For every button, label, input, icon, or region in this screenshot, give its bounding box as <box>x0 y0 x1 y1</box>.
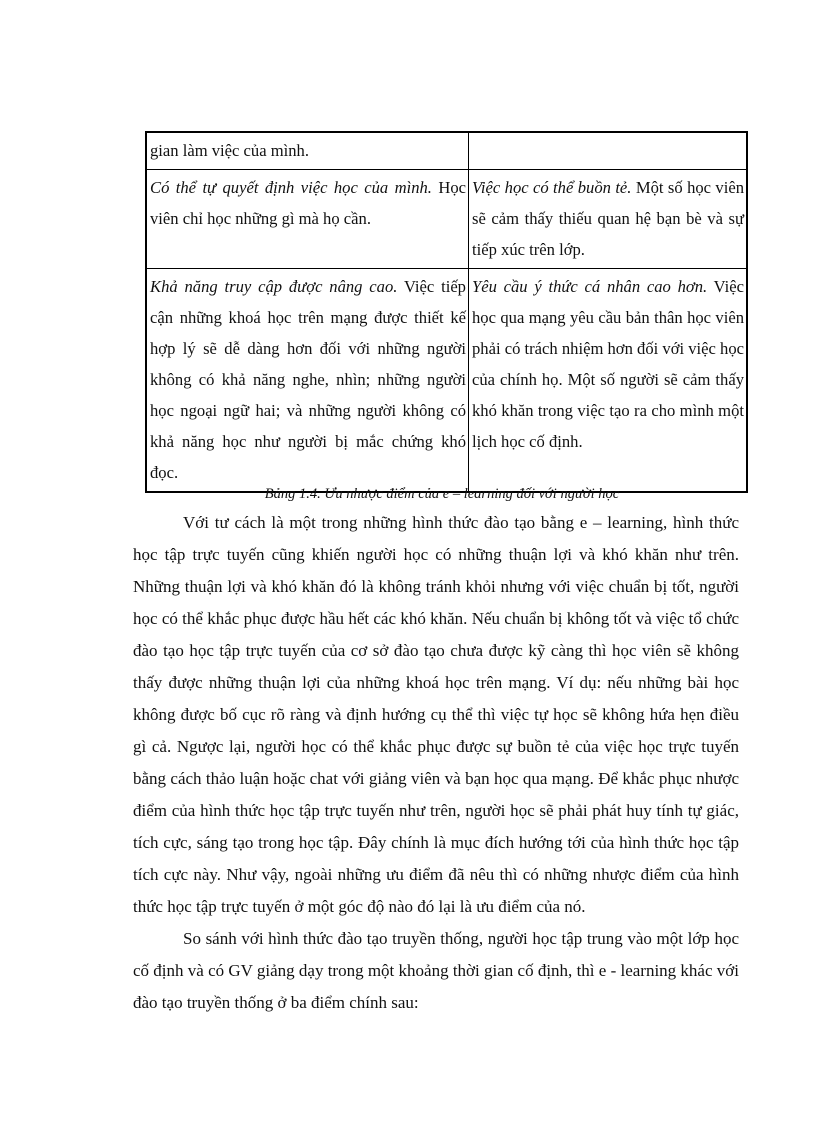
table-cell-disadvantage <box>469 132 748 170</box>
cell-text: gian làm việc của mình. <box>150 141 309 160</box>
table-cell-advantage <box>146 132 469 170</box>
cell-heading: Việc học có thể buồn tẻ. <box>472 178 632 197</box>
cell-text: Một số học viên sẽ cảm thấy thiếu quan hệ bạn bè và sự tiếp xúc trên lớp. <box>472 178 744 259</box>
table-cell-advantage <box>146 170 469 269</box>
cell-heading: Yêu cầu ý thức cá nhân cao hơn. <box>472 277 708 296</box>
table-row <box>146 170 747 269</box>
cell-text: Học viên chỉ học những gì mà họ cần. <box>150 178 466 228</box>
table-row <box>146 132 747 170</box>
cell-text: Việc học qua mạng yêu cầu bản thân học viên phải có trách nhiệm hơn đối với việc học của chính họ. Một số người sẽ cảm thấy khó khăn trong việc tạo ra cho mình một lịch học cố định. <box>472 277 744 451</box>
table-row <box>146 269 747 493</box>
table-caption: Bảng 1.4. Ưu nhược điểm của e – learning đối với người học <box>264 486 620 502</box>
body-text <box>133 507 739 1019</box>
pros-cons-table <box>145 131 748 493</box>
cell-heading: Khả năng truy cập được nâng cao. <box>150 277 398 296</box>
paragraph: Với tư cách là một trong những hình thức đào tạo bằng e – learning, hình thức học tập trực tuyến cũng khiến người học có những thuận lợi và khó khăn như trên. Những thuận lợi và khó khăn đó là không tránh khỏi nhưng với việc chuẩn bị tốt, người học có thể khắc phục được hầu hết các khó khăn. Nếu chuẩn bị không tốt và việc tổ chức đào tạo học tập trực tuyến của cơ sở đào tạo chưa được kỹ càng thì học viên sẽ không thấy được những thuận lợi của những khoá học trên mạng. Ví dụ: nếu những bài học không được bố cục rõ ràng và định hướng cụ thể thì việc tự học sẽ không hứa hẹn điều gì cả. Ngược lại, người học có thể khắc phục được sự buồn tẻ của việc học trực tuyến bằng cách thảo luận hoặc chat với giảng viên và bạn học qua mạng. Để khắc phục nhược điểm của hình thức học tập trực tuyến như trên, người học sẽ phải phát huy tính tự giác, tích cực, sáng tạo trong học tập. Đây chính là mục đích hướng tới của hình thức học tập tích cực này. Như vậy, ngoài những ưu điểm đã nêu thì có những nhược điểm của hình thức học tập trực tuyến ở một góc độ nào đó lại là ưu điểm của nó. <box>133 513 739 916</box>
paragraph: So sánh với hình thức đào tạo truyền thống, người học tập trung vào một lớp học cố định và có GV giảng dạy trong một khoảng thời gian cố định, thì e - learning khác với đào tạo truyền thống ở ba điểm chính sau: <box>133 929 739 1012</box>
table-cell-disadvantage <box>469 170 748 269</box>
table-cell-advantage <box>146 269 469 493</box>
table-cell-disadvantage <box>469 269 748 493</box>
cell-text: Việc tiếp cận những khoá học trên mạng được thiết kế hợp lý sẽ dễ dàng hơn đối với những người không có khả năng nghe, nhìn; những người học ngoại ngữ hai; và những người không có khả năng học như người bị mắc chứng khó đọc. <box>150 277 466 482</box>
cell-heading: Có thể tự quyết định việc học của mình. <box>150 178 432 197</box>
